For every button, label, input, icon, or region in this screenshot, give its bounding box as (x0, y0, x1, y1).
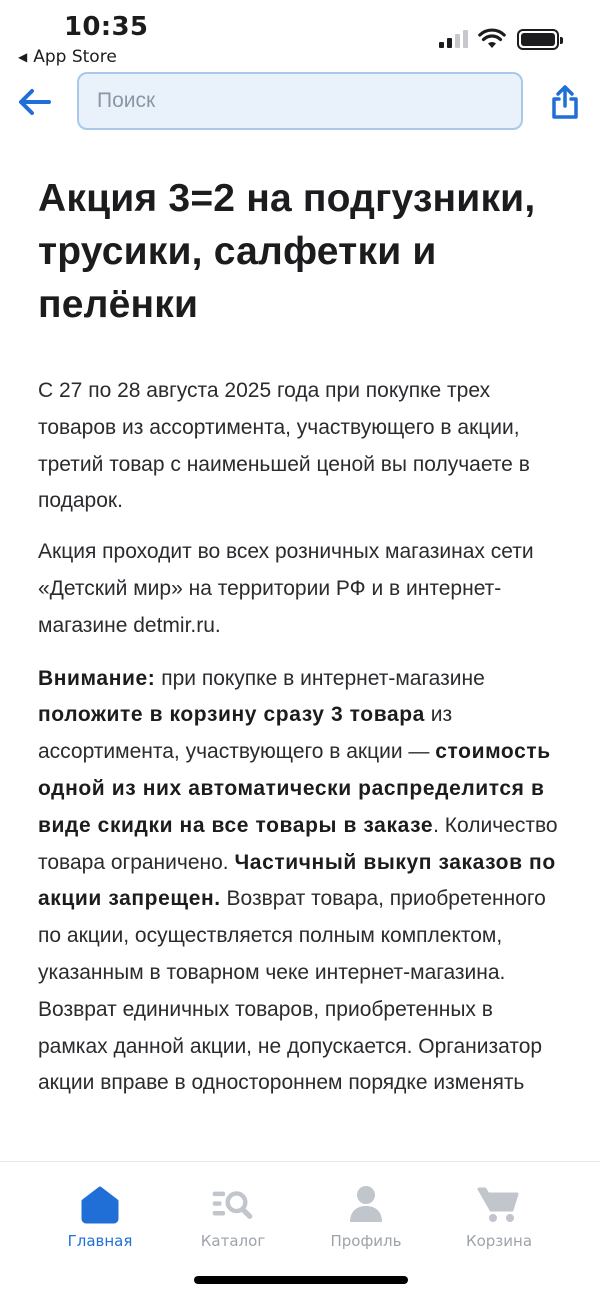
attention-text-2: из ассортимента, участвующего в акции — (38, 703, 453, 764)
cart-icon (477, 1184, 521, 1224)
battery-icon (517, 29, 559, 50)
article-title: Акция 3=2 на подгузники, трусики, салфетки и пелёнки (38, 177, 536, 326)
back-app-label: App Store (33, 47, 117, 67)
catalog-search-icon (211, 1184, 255, 1224)
attention-text-3: . Количество товара ограничено. (38, 813, 558, 874)
article-paragraph-stores: Акция проходит во всех розничных магазинах сети «Детский мир» на территории РФ и в интернет-магазине detmir.ru. (38, 540, 534, 637)
home-indicator (194, 1276, 408, 1284)
back-button[interactable] (14, 84, 54, 120)
attention-bold-cart: положите в корзину сразу 3 товара (38, 703, 425, 727)
attention-text-1: при покупке в интернет-магазине (155, 666, 485, 690)
attention-bold-discount: стоимость одной из них автоматически распределится в виде скидки на все товары в заказе (38, 740, 551, 837)
tab-catalog[interactable] (178, 1182, 288, 1250)
tab-cart[interactable] (444, 1182, 554, 1250)
home-icon (79, 1184, 121, 1224)
status-bar (0, 0, 600, 70)
tab-home-label: Главная (67, 1232, 133, 1250)
article-content (38, 172, 558, 1102)
tab-home[interactable] (45, 1182, 155, 1250)
back-to-app-store[interactable] (18, 47, 117, 67)
wifi-icon (478, 28, 506, 50)
arrow-left-icon (17, 88, 51, 116)
attention-text-4: Возврат товара, приобретенного по акции, осуществляется полным комплектом, указанным в товарном чеке интернет-магазина. Возврат единичных товаров, приобретенных в рамках данной акции, не допускается. Организатор акции вправе в одностороннем порядке изменять (38, 887, 546, 1095)
article-paragraph-attention (38, 661, 558, 1103)
share-button[interactable] (545, 82, 585, 122)
back-triangle-icon: ◀ (18, 50, 28, 64)
tab-cart-label: Корзина (465, 1232, 533, 1250)
share-icon (550, 84, 580, 120)
attention-label: Внимание: (38, 666, 156, 690)
profile-icon (346, 1184, 386, 1224)
search-bar[interactable] (77, 72, 523, 130)
cellular-signal-icon (439, 30, 468, 48)
tab-catalog-label: Каталог (200, 1232, 266, 1250)
attention-bold-partial: Частичный выкуп заказов по акции запрещен. (38, 850, 556, 911)
article-paragraph-dates: С 27 по 28 августа 2025 года при покупке трех товаров из ассортимента, участвующего в акции, третий товар с наименьшей ценой вы получаете в подарок. (38, 379, 530, 513)
search-input[interactable] (97, 89, 503, 113)
status-time: 10:35 (64, 12, 149, 42)
tab-profile[interactable] (311, 1182, 421, 1250)
tab-profile-label: Профиль (330, 1232, 402, 1250)
